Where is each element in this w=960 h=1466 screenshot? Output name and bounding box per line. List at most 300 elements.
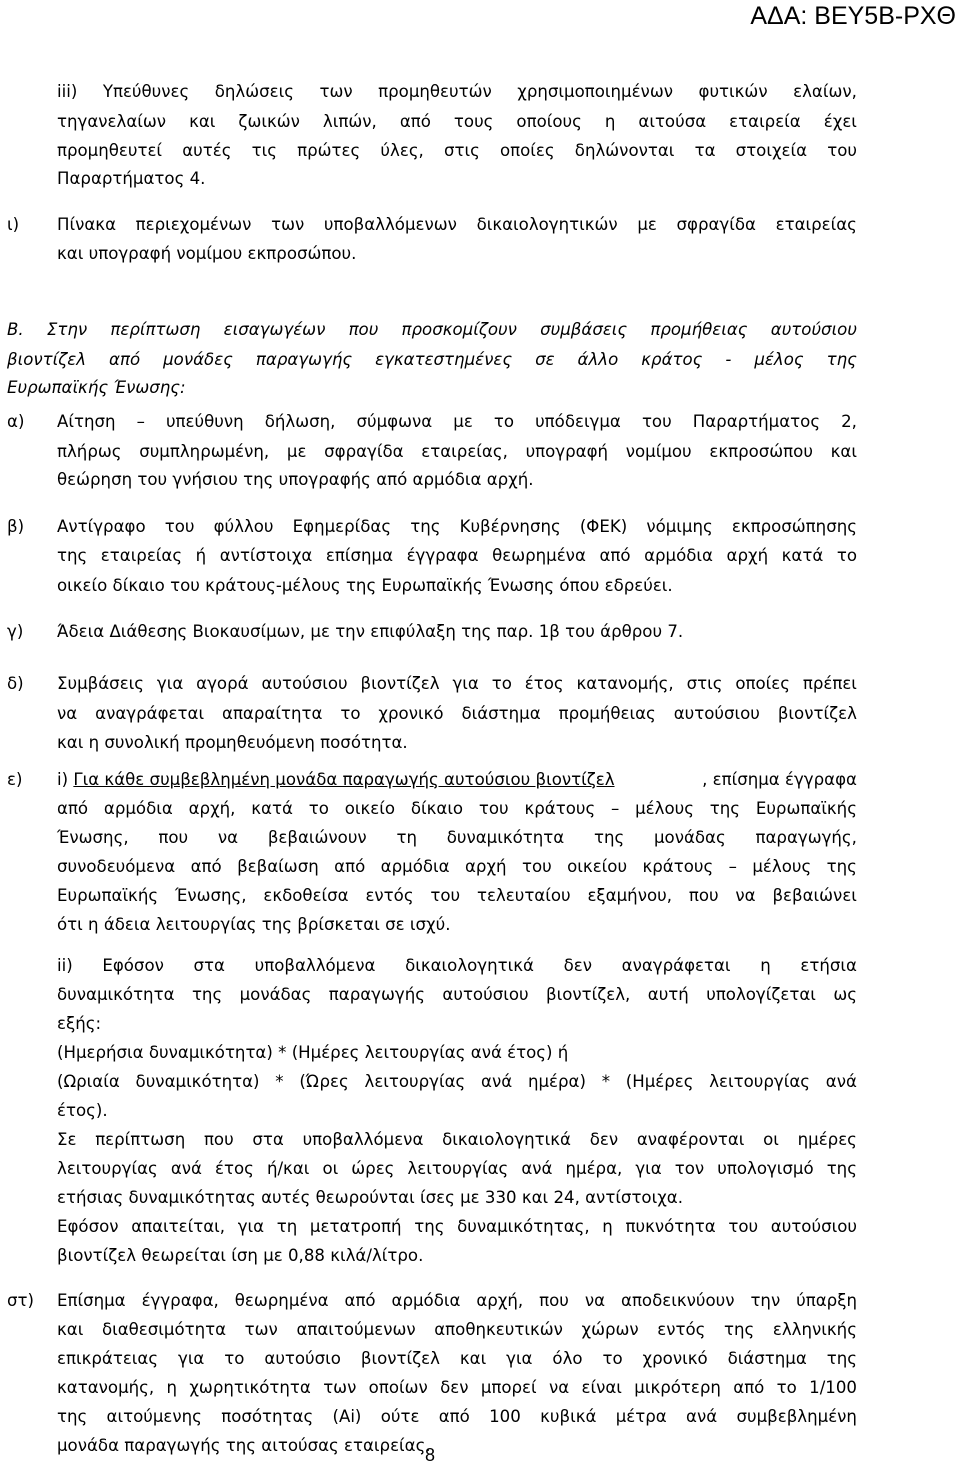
- word: αρχή,: [188, 799, 236, 818]
- word: 1/100: [809, 1378, 857, 1397]
- word: τη: [276, 1217, 298, 1236]
- word: της: [826, 857, 857, 876]
- word: ζωικών: [238, 112, 300, 131]
- word: σφραγίδα: [676, 215, 756, 234]
- word: η: [604, 112, 616, 131]
- item-e-ii-line: [57, 1216, 857, 1238]
- word: της: [826, 350, 857, 369]
- word: αυτούσιου: [770, 320, 857, 339]
- item-e-first-line: [57, 769, 857, 791]
- word: το: [340, 704, 361, 723]
- word: αυτούσιου: [673, 704, 760, 723]
- word: δεν: [440, 1378, 469, 1397]
- word: ώρες: [351, 1159, 395, 1178]
- item-iii-line: [57, 111, 857, 133]
- word: αρχή: [726, 546, 769, 565]
- word: (ΦΕΚ): [579, 517, 628, 536]
- word: στοιχεία: [735, 141, 808, 160]
- word: δυναμικότητας,: [457, 1217, 590, 1236]
- word: με: [453, 412, 473, 431]
- word: σε: [535, 350, 555, 369]
- section-b-line: Ευρωπαϊκής Ένωσης:: [7, 378, 186, 397]
- word: από: [57, 799, 89, 818]
- word: έχει: [823, 112, 857, 131]
- item-iii-line: [57, 140, 857, 162]
- word: αναγράφεται: [621, 956, 731, 975]
- word: φυτικών: [698, 82, 768, 101]
- word: την: [750, 1291, 781, 1310]
- item-d-line: και η συνολική προμηθευόμενη ποσότητα.: [57, 733, 408, 752]
- word: η: [760, 956, 771, 975]
- word: από: [399, 112, 431, 131]
- word: δεν: [563, 956, 592, 975]
- item-d-line: [57, 673, 857, 695]
- word: υπεύθυνη: [165, 412, 244, 431]
- word: από: [733, 1378, 765, 1397]
- word: υπόδειγμα: [535, 412, 621, 431]
- item-a-line: [57, 411, 857, 433]
- item-e-ii-line: [57, 1158, 857, 1180]
- word: διαθεσιμότητα: [101, 1320, 227, 1339]
- item-e-ii-line: [57, 1071, 857, 1093]
- word: αυτούσιου: [261, 674, 348, 693]
- word: βιοντίζελ: [360, 1349, 440, 1368]
- item-e-ii-line: [57, 984, 857, 1006]
- word: περίπτωση: [110, 320, 201, 339]
- item-label: γ): [7, 622, 24, 641]
- word: ή: [195, 546, 207, 565]
- word: πλήρως: [57, 442, 122, 461]
- word: Ευρωπαϊκής: [57, 886, 159, 905]
- word: περίπτωση: [95, 1130, 186, 1149]
- word: για: [635, 1159, 662, 1178]
- word: αιτούμενης: [106, 1407, 202, 1426]
- word: η: [602, 1217, 613, 1236]
- word: αυτή: [647, 985, 689, 1004]
- word: πρώτες: [297, 141, 361, 160]
- word: μετατροπή: [309, 1217, 402, 1236]
- word: μπορεί: [480, 1378, 537, 1397]
- word: Αίτηση: [57, 412, 116, 431]
- word: λειτουργίας: [407, 1159, 509, 1178]
- word: λειτουργίας: [57, 1159, 158, 1178]
- word: στα: [193, 956, 225, 975]
- word: θεωρημένα: [492, 546, 586, 565]
- word: δήλωση,: [264, 412, 336, 431]
- word: Εφημερίδας: [292, 517, 392, 536]
- word: Συμβάσεις: [57, 674, 145, 693]
- word: δυναμικότητα): [135, 1072, 260, 1091]
- word: iii): [57, 82, 78, 101]
- word: προμήθειας: [558, 704, 656, 723]
- section-b-line: [7, 319, 857, 341]
- item-b-line: [57, 516, 857, 538]
- word: λιπών,: [322, 112, 377, 131]
- word: συμβάσεις: [540, 320, 628, 339]
- word: που: [539, 1291, 569, 1310]
- word: Β.: [7, 320, 24, 339]
- word: από: [190, 857, 222, 876]
- word: κατά: [781, 546, 824, 565]
- word: της: [57, 546, 88, 565]
- item-e-ii-line: [57, 955, 857, 977]
- item-e-ii-line: έτος).: [57, 1101, 108, 1120]
- word: του: [430, 886, 461, 905]
- word: αναγράφεται: [95, 704, 205, 723]
- item-e-line: ότι η άδεια λειτουργίας της βρίσκεται σε ισχύ.: [57, 915, 451, 934]
- word: για: [178, 1349, 205, 1368]
- word: πρέπει: [802, 674, 857, 693]
- word: μέλους: [635, 799, 694, 818]
- word: της: [414, 1217, 445, 1236]
- word: εκδοθείσα: [263, 886, 349, 905]
- item-iii-line: [57, 81, 857, 103]
- word: η: [166, 1378, 178, 1397]
- word: του: [641, 412, 672, 431]
- word: μέλους: [752, 857, 812, 876]
- word: επίσημα: [325, 546, 394, 565]
- word: για: [156, 674, 184, 693]
- word: Εφόσον: [102, 956, 164, 975]
- word: αυτούσιου: [770, 1217, 857, 1236]
- word: για: [452, 674, 479, 693]
- word: τις: [251, 141, 277, 160]
- word: υποβαλλόμενων: [323, 215, 457, 234]
- item-e-underlined: Για κάθε συμβεβλημένη μονάδα παραγωγής αυτούσιου βιοντίζελ: [73, 770, 615, 789]
- word: εταιρείας: [775, 215, 857, 234]
- word: μονάδας: [653, 828, 726, 847]
- word: ποσότητας: [221, 1407, 314, 1426]
- word: δυναμικότητα: [446, 828, 565, 847]
- word: χρονικό: [642, 1349, 708, 1368]
- word: μέλος: [754, 350, 804, 369]
- item-st-line: [57, 1290, 857, 1312]
- word: βιοντίζελ: [360, 674, 440, 693]
- item-e-line: [57, 798, 857, 820]
- word: ύπαρξη: [796, 1291, 857, 1310]
- word: ημέρες: [797, 1130, 857, 1149]
- item-st-line: [57, 1406, 857, 1428]
- word: να: [217, 828, 239, 847]
- word: δηλώνονται: [574, 141, 675, 160]
- word: που: [203, 1130, 234, 1149]
- word: –: [136, 412, 145, 431]
- word: αρχή: [464, 857, 507, 876]
- word: κράτος: [641, 350, 703, 369]
- word: παραγωγής,: [755, 828, 857, 847]
- word: οι: [763, 1130, 779, 1149]
- word: ύλες,: [380, 141, 424, 160]
- word: μικρότερη: [634, 1378, 721, 1397]
- word: έγγραφα,: [141, 1291, 219, 1310]
- item-label: β): [7, 517, 25, 536]
- word: –: [611, 799, 620, 818]
- word: Πίνακα: [57, 215, 117, 234]
- word: Ευρωπαϊκής: [755, 799, 857, 818]
- word: από: [109, 350, 141, 369]
- item-label: στ): [7, 1291, 34, 1310]
- word: από: [334, 857, 366, 876]
- word: να: [735, 886, 756, 905]
- item-st-line: [57, 1377, 857, 1399]
- word: έγγραφα: [406, 546, 479, 565]
- item-e-line: [57, 827, 857, 849]
- word: της: [709, 799, 741, 818]
- word: τηγανελαίων: [57, 112, 167, 131]
- word: σφραγίδα: [324, 442, 404, 461]
- item-e-ii-line: βιοντίζελ θεωρείται ίση με 0,88 κιλά/λίτρο.: [57, 1246, 424, 1265]
- word: επικράτειας: [57, 1349, 159, 1368]
- item-c-line: Άδεια Διάθεσης Βιοκαυσίμων, με την επιφύλαξη της παρ. 1β του άρθρου 7.: [57, 622, 684, 641]
- word: αρχή,: [476, 1291, 524, 1310]
- word: θεωρημένα: [234, 1291, 329, 1310]
- item-iii-line: Παραρτήματος 4.: [57, 169, 206, 188]
- word: υπολογίζεται: [706, 985, 816, 1004]
- word: βιοντίζελ: [7, 350, 87, 369]
- word: τελευταίου: [476, 886, 571, 905]
- word: εντός: [657, 1320, 706, 1339]
- word: συνοδευόμενα: [57, 857, 176, 876]
- word: λειτουργίας: [364, 1072, 466, 1091]
- word: των: [323, 1378, 357, 1397]
- ada-code: ΑΔΑ: ΒΕΥ5Β-ΡΧΘ: [750, 2, 956, 30]
- item-e-suffix: , επίσημα έγγραφα: [702, 770, 857, 789]
- word: απαιτείται,: [131, 1217, 226, 1236]
- word: ούτε: [380, 1407, 420, 1426]
- word: τον: [674, 1159, 705, 1178]
- word: Εφόσον: [57, 1217, 119, 1236]
- word: δεν: [589, 1130, 619, 1149]
- word: του: [164, 517, 195, 536]
- word: το: [308, 799, 329, 818]
- word: της: [593, 828, 625, 847]
- word: χρησιμοποιημένων: [517, 82, 673, 101]
- word: περιεχομένων: [135, 215, 252, 234]
- word: τα: [694, 141, 716, 160]
- word: το: [836, 546, 857, 565]
- word: ημέρα): [527, 1072, 586, 1091]
- word: στις: [686, 674, 723, 693]
- item-st-line: μονάδα παραγωγής της αιτούσας εταιρείας.: [57, 1436, 431, 1455]
- item-e-ii-line: [57, 1129, 857, 1151]
- item-st-line: [57, 1319, 857, 1341]
- word: ημέρα,: [565, 1159, 623, 1178]
- word: οποίες: [500, 141, 555, 160]
- word: και: [57, 1320, 84, 1339]
- word: χωρητικότητα: [189, 1378, 311, 1397]
- word: κατανομής,: [576, 674, 674, 693]
- word: αυτούσιου: [442, 985, 529, 1004]
- section-b-line: [7, 349, 857, 371]
- word: της: [724, 1320, 755, 1339]
- word: να: [584, 1291, 606, 1310]
- word: το: [491, 674, 512, 693]
- word: με: [286, 442, 307, 461]
- word: το: [493, 412, 515, 431]
- word: παραγωγής: [255, 350, 353, 369]
- word: έτος: [524, 674, 564, 693]
- item-label: δ): [7, 674, 24, 693]
- word: 100: [489, 1407, 521, 1426]
- word: Στην: [46, 320, 88, 339]
- word: τη: [396, 828, 417, 847]
- item-d-line: [57, 703, 857, 725]
- word: αρμόδια: [380, 857, 450, 876]
- word: χρονικό: [378, 704, 444, 723]
- word: και: [459, 1349, 487, 1368]
- word: δηλώσεις: [214, 82, 294, 101]
- word: το: [602, 1349, 623, 1368]
- word: του: [827, 141, 857, 160]
- item-iota-line: [57, 214, 857, 236]
- word: της: [826, 1159, 857, 1178]
- word: εγκατεστημένες: [375, 350, 513, 369]
- word: μονάδας: [239, 985, 312, 1004]
- word: προσκομίζουν: [401, 320, 517, 339]
- word: υποβαλλόμενα: [302, 1130, 424, 1149]
- word: της: [191, 985, 223, 1004]
- word: που: [348, 320, 379, 339]
- word: βιοντίζελ,: [546, 985, 631, 1004]
- word: στις: [443, 141, 480, 160]
- word: των: [319, 82, 353, 101]
- word: κυβικά: [540, 1407, 597, 1426]
- word: υποβαλλόμενα: [254, 956, 376, 975]
- word: διάστημα: [727, 1349, 807, 1368]
- word: εισαγωγέων: [223, 320, 326, 339]
- word: αρμόδια: [391, 1291, 461, 1310]
- word: κατανομής,: [57, 1378, 155, 1397]
- word: απαιτούμενων: [296, 1320, 416, 1339]
- word: και: [189, 112, 216, 131]
- word: παραγωγής: [328, 985, 425, 1004]
- word: το: [224, 1349, 245, 1368]
- word: αρμόδια: [644, 546, 713, 565]
- word: ως: [833, 985, 857, 1004]
- word: βεβαιώνει: [772, 886, 857, 905]
- item-a-line: θεώρηση του γνήσιου της υπογραφής από αρμόδια αρχή.: [57, 470, 534, 489]
- word: νόμιμης: [646, 517, 713, 536]
- word: βεβαιώνουν: [267, 828, 367, 847]
- word: οι: [322, 1159, 339, 1178]
- word: Αντίγραφο: [57, 517, 146, 536]
- word: σύμφωνα: [356, 412, 433, 431]
- word: του: [521, 857, 552, 876]
- item-e-ii-line: ετήσιας δυναμικότητας αυτές θεωρούνται ίσες με 330 και 24, αντίστοιχα.: [57, 1188, 684, 1207]
- word: όλο: [552, 1349, 583, 1368]
- word: κατά: [251, 799, 293, 818]
- word: οικείου: [567, 857, 628, 876]
- word: χώρων: [581, 1320, 639, 1339]
- word: (Ai): [332, 1407, 362, 1426]
- word: (Ημέρες: [625, 1072, 694, 1091]
- word: οποίες: [735, 674, 790, 693]
- word: του: [478, 799, 509, 818]
- word: διάστημα: [461, 704, 541, 723]
- word: ανά: [170, 1159, 202, 1178]
- word: ανά: [825, 1072, 857, 1091]
- word: της: [826, 1349, 857, 1368]
- word: εκπροσώπησης: [731, 517, 857, 536]
- word: υπολογισμό: [717, 1159, 814, 1178]
- word: Παραρτήματος: [692, 412, 821, 431]
- word: έτος: [215, 1159, 254, 1178]
- item-e-ii-line: εξής:: [57, 1014, 102, 1033]
- word: εταιρείας: [100, 546, 183, 565]
- word: εκπροσώπου: [709, 442, 813, 461]
- word: αναφέρονται: [636, 1130, 745, 1149]
- word: που: [688, 886, 719, 905]
- word: ετήσια: [800, 956, 857, 975]
- item-st-line: [57, 1348, 857, 1370]
- word: –: [728, 857, 737, 876]
- word: μονάδες: [163, 350, 233, 369]
- word: -: [725, 350, 732, 369]
- word: απαραίτητα: [222, 704, 323, 723]
- item-b-line: [57, 545, 857, 567]
- word: αντίστοιχα: [219, 546, 313, 565]
- word: στα: [252, 1130, 284, 1149]
- item-label: ε): [7, 770, 23, 789]
- word: 2,: [841, 412, 857, 431]
- word: δικαιολογητικά: [405, 956, 534, 975]
- word: υπογραφή: [525, 442, 609, 461]
- word: *: [601, 1072, 610, 1091]
- word: προμηθευτών: [378, 82, 492, 101]
- word: συμβεβλημένη: [736, 1407, 857, 1426]
- item-iota-line: και υπογραφή νομίμου εκπροσώπου.: [57, 244, 357, 263]
- word: Κυβέρνησης: [459, 517, 561, 536]
- word: από: [344, 1291, 376, 1310]
- word: τους: [453, 112, 494, 131]
- word: για: [237, 1217, 265, 1236]
- word: εξαμήνου,: [587, 886, 672, 905]
- word: το: [776, 1378, 797, 1397]
- word: λειτουργίας: [709, 1072, 811, 1091]
- word: ανά: [481, 1072, 513, 1091]
- word: οικείο: [344, 799, 396, 818]
- page-number: 8: [424, 1445, 435, 1465]
- word: για: [506, 1349, 533, 1368]
- word: μέτρα: [615, 1407, 667, 1426]
- word: των: [244, 1320, 278, 1339]
- word: αυτούσιο: [264, 1349, 341, 1368]
- word: συμπληρωμένη,: [139, 442, 270, 461]
- word: οποίων: [368, 1378, 428, 1397]
- word: ελαίων,: [793, 82, 857, 101]
- word: βιοντίζελ: [777, 704, 857, 723]
- word: ή/και: [266, 1159, 310, 1178]
- item-e-line: [57, 885, 857, 907]
- word: ανά: [521, 1159, 553, 1178]
- word: Επίσημα: [57, 1291, 126, 1310]
- word: οποίους: [516, 112, 582, 131]
- word: (Ωριαία: [57, 1072, 120, 1091]
- word: ελληνικής: [772, 1320, 857, 1339]
- word: προμηθευτεί: [57, 141, 163, 160]
- word: των: [271, 215, 305, 234]
- word: δίκαιο: [410, 799, 464, 818]
- word: φύλλου: [213, 517, 274, 536]
- item-label: α): [7, 412, 25, 431]
- word: αποδεικνύουν: [621, 1291, 735, 1310]
- word: είναι: [581, 1378, 622, 1397]
- word: εταιρείας,: [421, 442, 508, 461]
- word: εντός: [365, 886, 414, 905]
- word: να: [57, 704, 78, 723]
- word: άλλο: [577, 350, 619, 369]
- word: της: [410, 517, 441, 536]
